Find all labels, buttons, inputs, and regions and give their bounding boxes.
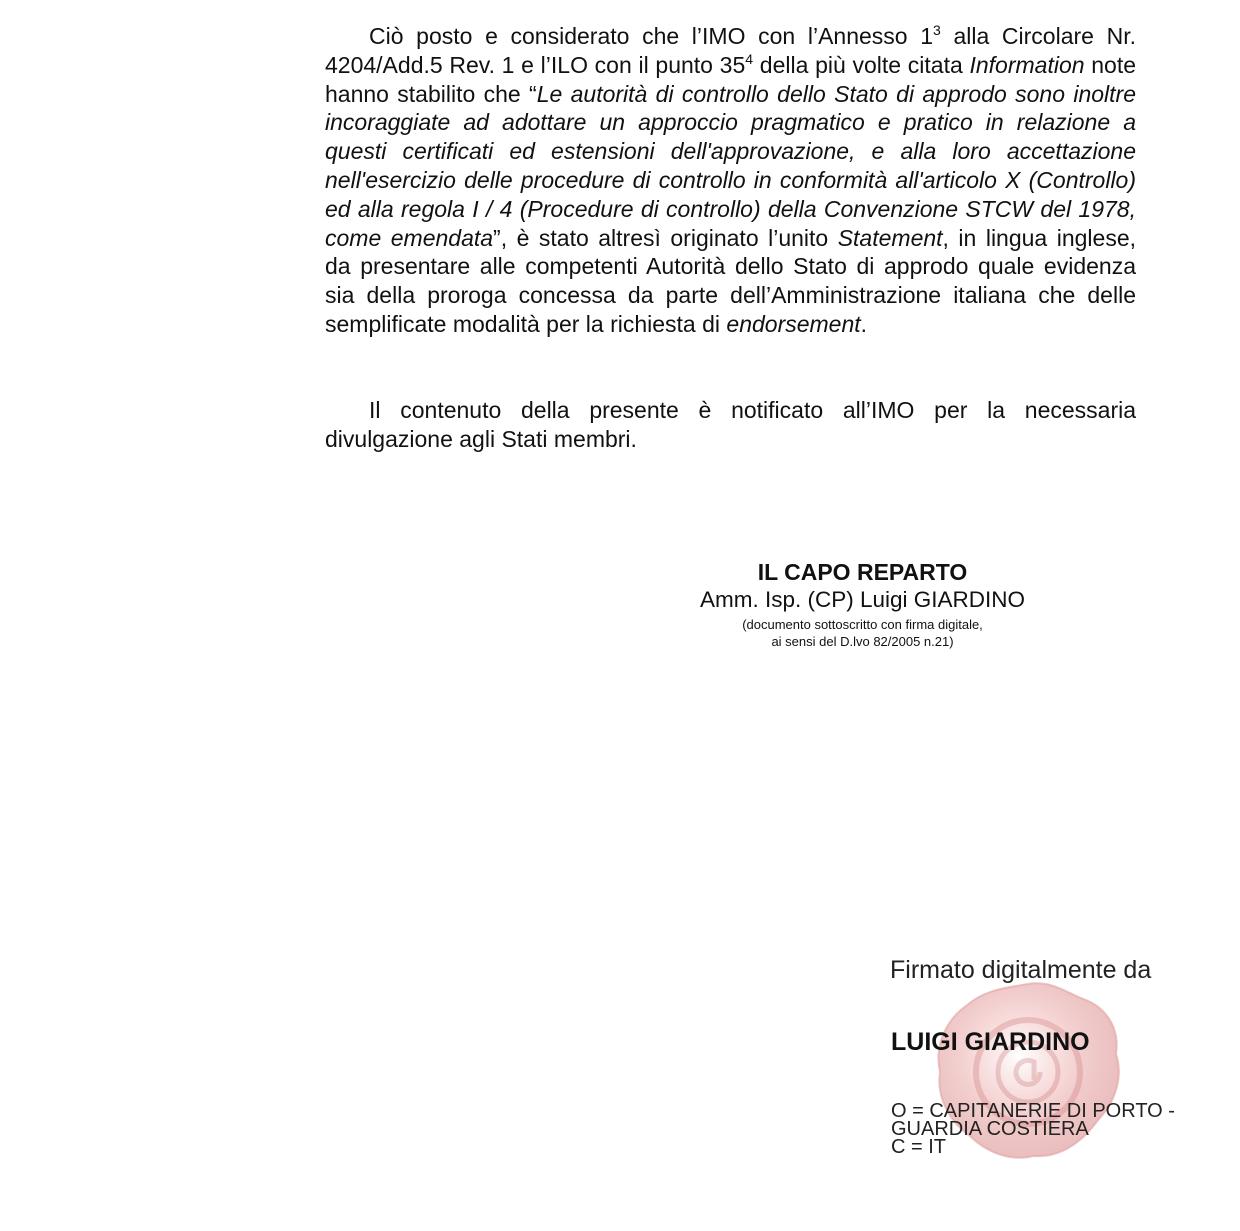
footnote-ref-4[interactable]: 4 [745, 50, 754, 67]
org-line: O = CAPITANERIE DI PORTO - [891, 1100, 1175, 1122]
paragraph-1-text: alla Circolare Nr. 4204/Add.5 Rev. 1 e l’ILO con il punto 35 [325, 23, 1136, 78]
paragraph-1-text: note hanno stabilito che “ [325, 51, 1137, 107]
digital-signature-signer: LUIGI GIARDINO [891, 1028, 1090, 1056]
italic-endorsement: endorsement [726, 310, 861, 337]
signature-block [655, 558, 1070, 650]
signature-name: Amm. Isp. (CP) Luigi GIARDINO [699, 587, 1026, 612]
digital-signature-title: Firmato digitalmente da [890, 956, 1152, 984]
paragraph-2-text: Il contenuto della presente è notificato all’IMO per la necessaria divulgazione agli Stati membri. [325, 397, 1136, 452]
italic-information: Information [969, 51, 1085, 78]
paragraph-2 [325, 396, 1136, 454]
italic-quote: Le autorità di controllo dello Stato di approdo sono inoltre incoraggiate ad adottare un approccio pragmatico e pratico in relazione a questi certificati ed estensioni dell'approvazione, e alla loro accettazione nell'esercizio delle procedure di controllo in conformità all'articolo X (Controllo) ed alla regola I / 4 (Procedure di controllo) della Convenzione STCW del 1978, come emendata [325, 80, 1136, 251]
italic-statement: Statement [837, 224, 943, 251]
org-line: GUARDIA COSTIERA [891, 1118, 1089, 1140]
digital-signature-stamp [890, 954, 1230, 1174]
signature-role: IL CAPO REPARTO [757, 559, 968, 585]
digital-signature-org [891, 1102, 1175, 1156]
paragraph-1-text: . [860, 310, 868, 337]
paragraph-1 [325, 22, 1136, 339]
paragraph-1-text: , in lingua inglese, da presentare alle competenti Autorità dello Stato di approdo quale evidenza sia della proroga concessa da parte dell’Amministrazione italiana che delle semplificate modalità per la richiesta di [325, 224, 1136, 337]
signature-note-line: ai sensi del D.lvo 82/2005 n.21) [771, 634, 954, 649]
country-line: C = IT [891, 1136, 947, 1158]
signature-note-line: (documento sottoscritto con firma digitale, [742, 617, 983, 632]
paragraph-1-text: Ciò posto e considerato che l’IMO con l’Annesso 1 [369, 23, 934, 49]
footnote-ref-3[interactable]: 3 [933, 22, 941, 38]
signature-note [655, 616, 1070, 650]
paragraph-1-text: ”, è stato altresì originato l’unito [493, 224, 838, 251]
paragraph-1-text: della più volte citata [753, 51, 970, 78]
